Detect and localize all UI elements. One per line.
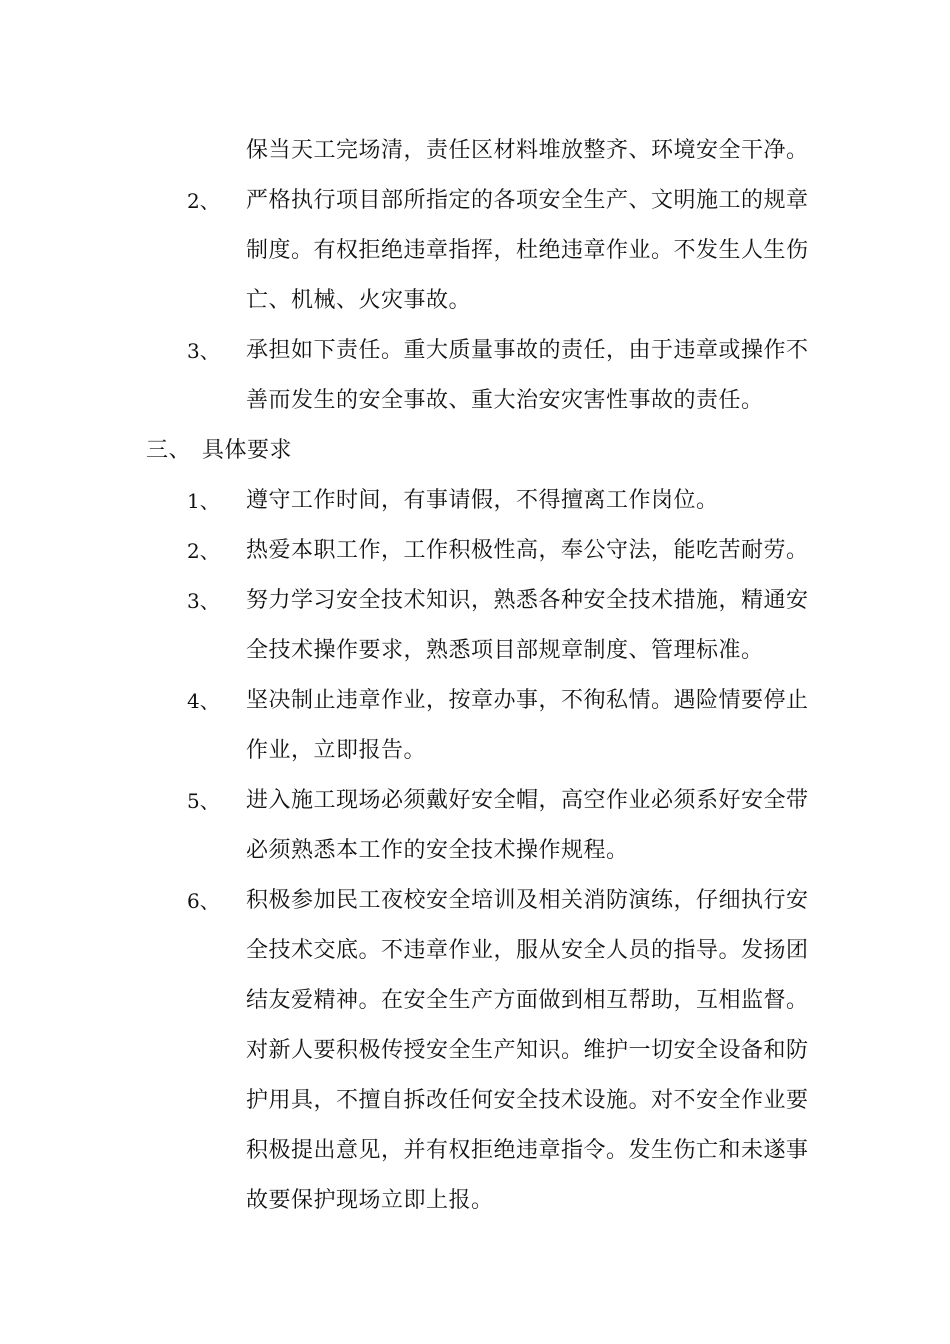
section-title: 具体要求 bbox=[202, 438, 293, 463]
item-number: 4、 bbox=[187, 689, 220, 713]
item-text-line: 积极提出意见，并有权拒绝违章指令。发生伤亡和未遂事 bbox=[246, 1138, 809, 1163]
continuation-line: 保当天工完场清，责任区材料堆放整齐、环境安全干净。 bbox=[246, 138, 809, 163]
item-number: 2、 bbox=[187, 189, 220, 213]
section-number: 三、 bbox=[146, 438, 192, 463]
item-text-line: 制度。有权拒绝违章指挥，杜绝违章作业。不发生人生伤 bbox=[246, 238, 809, 263]
item-text-line: 积极参加民工夜校安全培训及相关消防演练，仔细执行安 bbox=[246, 888, 809, 913]
item-text-line: 作业，立即报告。 bbox=[246, 738, 427, 763]
item-number: 5、 bbox=[187, 789, 220, 813]
item-text-line: 全技术交底。不违章作业，服从安全人员的指导。发扬团 bbox=[246, 938, 809, 963]
item-text-line: 坚决制止违章作业，按章办事，不徇私情。遇险情要停止 bbox=[246, 688, 809, 713]
item-text-line: 严格执行项目部所指定的各项安全生产、文明施工的规章 bbox=[246, 188, 809, 213]
item-text-line: 善而发生的安全事故、重大治安灾害性事故的责任。 bbox=[246, 388, 764, 413]
item-text-line: 结友爱精神。在安全生产方面做到相互帮助，互相监督。 bbox=[246, 988, 809, 1013]
item-number: 6、 bbox=[187, 889, 220, 913]
item-text-line: 护用具，不擅自拆改任何安全技术设施。对不安全作业要 bbox=[246, 1088, 809, 1113]
item-number: 3、 bbox=[187, 339, 220, 363]
item-text-line: 亡、机械、火灾事故。 bbox=[246, 288, 472, 313]
item-text-line: 努力学习安全技术知识，熟悉各种安全技术措施，精通安 bbox=[246, 588, 809, 613]
item-text-line: 承担如下责任。重大质量事故的责任，由于违章或操作不 bbox=[246, 338, 809, 363]
item-text-line: 热爱本职工作，工作积极性高，奉公守法，能吃苦耐劳。 bbox=[246, 538, 809, 563]
item-text-line: 故要保护现场立即上报。 bbox=[246, 1188, 494, 1213]
item-number: 2、 bbox=[187, 539, 220, 563]
item-text-line: 遵守工作时间，有事请假，不得擅离工作岗位。 bbox=[246, 488, 719, 513]
item-text-line: 对新人要积极传授安全生产知识。维护一切安全设备和防 bbox=[246, 1038, 809, 1063]
item-text-line: 必须熟悉本工作的安全技术操作规程。 bbox=[246, 838, 629, 863]
item-text-line: 全技术操作要求，熟悉项目部规章制度、管理标准。 bbox=[246, 638, 764, 663]
item-number: 3、 bbox=[187, 589, 220, 613]
item-text-line: 进入施工现场必须戴好安全帽，高空作业必须系好安全带 bbox=[246, 788, 809, 813]
item-number: 1、 bbox=[187, 489, 220, 513]
